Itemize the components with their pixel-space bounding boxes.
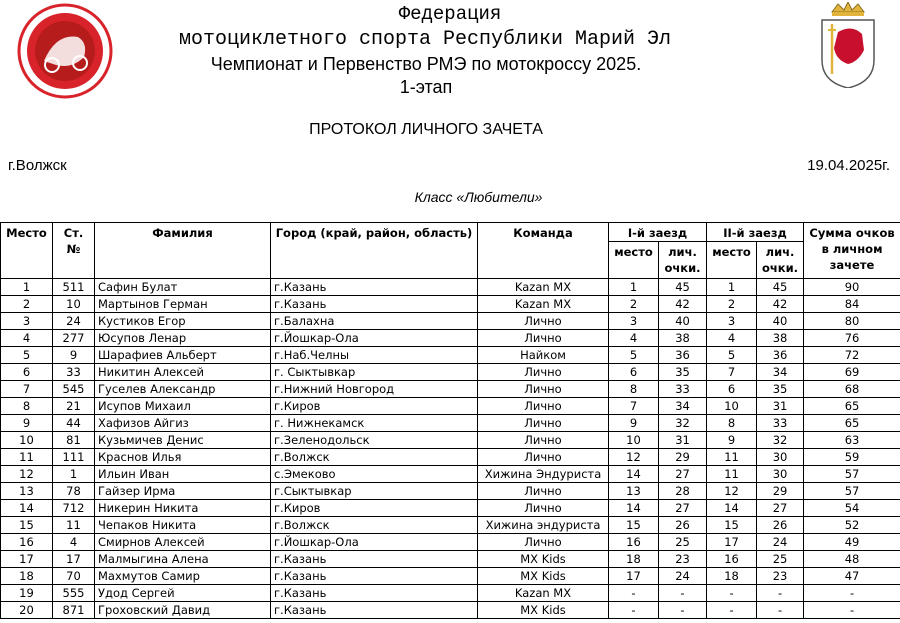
cell-race1-place: 10 [609,432,659,449]
cell-race2-points: 35 [757,381,804,398]
cell-race2-place: 10 [707,398,757,415]
cell-start-number: 17 [53,551,95,568]
table-row [1,347,900,364]
cell-place: 19 [1,585,53,602]
cell-race1-place: 6 [609,364,659,381]
cell-race2-points: 24 [757,534,804,551]
cell-race1-place: - [609,602,659,619]
cell-team: Лично [478,330,609,347]
cell-place: 3 [1,313,53,330]
cell-start-number: 70 [53,568,95,585]
cell-city: г.Казань [271,602,478,619]
cell-race1-place: 18 [609,551,659,568]
cell-race1-place: 15 [609,517,659,534]
cell-total: 65 [804,415,900,432]
cell-race1-points: 35 [659,364,707,381]
table-row [1,602,900,619]
cell-total: 90 [804,279,900,296]
subheader-race1-points: лич. очки. [659,242,707,279]
table-header-row [1,223,900,242]
table-row [1,432,900,449]
cell-place: 20 [1,602,53,619]
cell-race2-place: 4 [707,330,757,347]
cell-surname: Никитин Алексей [95,364,271,381]
cell-surname: Смирнов Алексей [95,534,271,551]
cell-race1-place: 14 [609,500,659,517]
cell-race1-points: 38 [659,330,707,347]
stage-title: 1-этап [399,77,453,97]
cell-surname: Удод Сергей [95,585,271,602]
cell-place: 14 [1,500,53,517]
cell-place: 13 [1,483,53,500]
cell-surname: Махмутов Самир [95,568,271,585]
cell-race1-place: 5 [609,347,659,364]
cell-race2-points: 32 [757,432,804,449]
cell-race1-place: 3 [609,313,659,330]
cell-surname: Краснов Илья [95,449,271,466]
cell-race1-points: 40 [659,313,707,330]
cell-race1-place: 16 [609,534,659,551]
cell-race2-points: 25 [757,551,804,568]
cell-place: 17 [1,551,53,568]
cell-city: г.Нижний Новгород [271,381,478,398]
cell-race1-place: 4 [609,330,659,347]
header-place: Место [1,223,53,279]
cell-start-number: 712 [53,500,95,517]
cell-surname: Сафин Булат [95,279,271,296]
championship-title: Чемпионат и Первенство РМЭ по мотокроссу 2025. [210,54,642,74]
table-row [1,534,900,551]
cell-surname: Юсупов Ленар [95,330,271,347]
cell-race1-points: 25 [659,534,707,551]
cell-surname: Малмыгина Алена [95,551,271,568]
cell-race1-place: 8 [609,381,659,398]
cell-race1-points: 28 [659,483,707,500]
cell-race1-points: 27 [659,466,707,483]
cell-place: 5 [1,347,53,364]
table-row [1,364,900,381]
cell-start-number: 871 [53,602,95,619]
cell-city: г.Волжск [271,449,478,466]
cell-race2-points: 45 [757,279,804,296]
table-row [1,568,900,585]
table-row [1,500,900,517]
cell-place: 2 [1,296,53,313]
cell-race1-points: - [659,585,707,602]
cell-team: Лично [478,364,609,381]
cell-start-number: 511 [53,279,95,296]
cell-place: 1 [1,279,53,296]
cell-total: 57 [804,483,900,500]
table-row [1,585,900,602]
cell-total: 47 [804,568,900,585]
table-row [1,517,900,534]
cell-race2-points: 33 [757,415,804,432]
cell-race2-place: 1 [707,279,757,296]
cell-race1-points: 45 [659,279,707,296]
cell-city: г.Йошкар-Ола [271,534,478,551]
cell-team: MX Kids [478,602,609,619]
cell-team: Лично [478,313,609,330]
cell-start-number: 78 [53,483,95,500]
cell-race2-place: 8 [707,415,757,432]
cell-total: 59 [804,449,900,466]
table-row [1,330,900,347]
subheader-race2-place: место [707,242,757,279]
cell-place: 18 [1,568,53,585]
cell-city: г.Киров [271,398,478,415]
cell-race1-points: 23 [659,551,707,568]
cell-race2-place: 15 [707,517,757,534]
event-date: 19.04.2025г. [807,157,890,174]
cell-start-number: 9 [53,347,95,364]
cell-total: 72 [804,347,900,364]
cell-place: 9 [1,415,53,432]
cell-start-number: 11 [53,517,95,534]
cell-race2-points: 27 [757,500,804,517]
header-total: Сумма очков в личном зачете [804,223,900,279]
table-row [1,381,900,398]
cell-race1-points: 29 [659,449,707,466]
table-row [1,466,900,483]
protocol-title: ПРОТОКОЛ ЛИЧНОГО ЗАЧЕТА [309,121,543,138]
cell-race2-points: 34 [757,364,804,381]
cell-city: г.Сыктывкар [271,483,478,500]
cell-start-number: 21 [53,398,95,415]
cell-city: г. Сыктывкар [271,364,478,381]
cell-total: 84 [804,296,900,313]
class-title: Класс «Любители» [414,189,543,205]
cell-total: 63 [804,432,900,449]
cell-race2-points: 30 [757,466,804,483]
event-city: г.Волжск [8,157,67,174]
cell-surname: Ильин Иван [95,466,271,483]
cell-total: 69 [804,364,900,381]
cell-city: г. Нижнекамск [271,415,478,432]
cell-start-number: 24 [53,313,95,330]
cell-team: Kazan MX [478,279,609,296]
cell-city: г.Казань [271,568,478,585]
cell-place: 16 [1,534,53,551]
cell-start-number: 1 [53,466,95,483]
table-row [1,313,900,330]
cell-city: г.Зеленодольск [271,432,478,449]
cell-start-number: 44 [53,415,95,432]
cell-city: г.Казань [271,585,478,602]
cell-race2-place: 5 [707,347,757,364]
cell-team: Лично [478,381,609,398]
cell-race1-points: 33 [659,381,707,398]
cell-total: - [804,602,900,619]
table-row [1,279,900,296]
cell-place: 11 [1,449,53,466]
cell-team: Хижина Эндуриста [478,466,609,483]
cell-start-number: 4 [53,534,95,551]
cell-race2-place: 12 [707,483,757,500]
cell-surname: Хафизов Айгиз [95,415,271,432]
cell-team: Лично [478,483,609,500]
cell-race2-place: 11 [707,449,757,466]
header-city: Город (край, район, область) [271,223,478,279]
cell-city: с.Эмеково [271,466,478,483]
cell-team: Лично [478,449,609,466]
cell-total: 68 [804,381,900,398]
cell-surname: Кустиков Егор [95,313,271,330]
cell-race2-points: - [757,602,804,619]
cell-race2-points: 30 [757,449,804,466]
cell-race1-points: 26 [659,517,707,534]
cell-race2-place: - [707,585,757,602]
cell-race1-place: 12 [609,449,659,466]
table-row [1,551,900,568]
cell-place: 7 [1,381,53,398]
cell-start-number: 111 [53,449,95,466]
header-team: Команда [478,223,609,279]
cell-start-number: 555 [53,585,95,602]
cell-city: г.Волжск [271,517,478,534]
cell-race2-place: 2 [707,296,757,313]
cell-surname: Кузьмичев Денис [95,432,271,449]
cell-race2-points: 42 [757,296,804,313]
header-race-1: I-й заезд [609,223,707,242]
cell-race2-points: 40 [757,313,804,330]
cell-surname: Шарафиев Альберт [95,347,271,364]
cell-race1-place: 1 [609,279,659,296]
cell-start-number: 10 [53,296,95,313]
cell-surname: Чепаков Никита [95,517,271,534]
cell-race2-place: 17 [707,534,757,551]
cell-place: 6 [1,364,53,381]
cell-surname: Гроховский Давид [95,602,271,619]
cell-place: 4 [1,330,53,347]
cell-start-number: 277 [53,330,95,347]
cell-race2-points: 23 [757,568,804,585]
cell-team: Найком [478,347,609,364]
cell-team: MX Kids [478,568,609,585]
cell-race1-place: 9 [609,415,659,432]
cell-total: - [804,585,900,602]
cell-race2-place: 7 [707,364,757,381]
cell-race2-points: 36 [757,347,804,364]
cell-city: г.Казань [271,296,478,313]
cell-race1-place: 2 [609,296,659,313]
cell-race2-place: 9 [707,432,757,449]
header-race-2: II-й заезд [707,223,804,242]
cell-race1-points: 34 [659,398,707,415]
results-table [0,222,900,619]
table-row [1,415,900,432]
cell-team: Лично [478,398,609,415]
cell-start-number: 545 [53,381,95,398]
cell-start-number: 81 [53,432,95,449]
cell-race1-place: 13 [609,483,659,500]
table-row [1,483,900,500]
cell-team: Лично [478,500,609,517]
header-surname: Фамилия [95,223,271,279]
cell-race1-place: 14 [609,466,659,483]
cell-team: Kazan MX [478,296,609,313]
cell-total: 49 [804,534,900,551]
cell-place: 8 [1,398,53,415]
table-row [1,398,900,415]
cell-total: 57 [804,466,900,483]
subheader-race1-place: место [609,242,659,279]
cell-team: Лично [478,432,609,449]
cell-race1-points: - [659,602,707,619]
cell-surname: Гайзер Ирма [95,483,271,500]
cell-race1-points: 24 [659,568,707,585]
cell-team: Лично [478,415,609,432]
cell-race2-points: 38 [757,330,804,347]
federation-title: Федерация [398,3,502,25]
cell-race2-place: 3 [707,313,757,330]
cell-race1-place: 17 [609,568,659,585]
cell-city: г.Казань [271,279,478,296]
cell-total: 48 [804,551,900,568]
subheader-race2-points: лич. очки. [757,242,804,279]
cell-surname: Никерин Никита [95,500,271,517]
cell-total: 52 [804,517,900,534]
cell-race2-place: 18 [707,568,757,585]
cell-place: 12 [1,466,53,483]
cell-race2-place: 11 [707,466,757,483]
cell-city: г.Казань [271,551,478,568]
cell-total: 65 [804,398,900,415]
cell-race1-points: 27 [659,500,707,517]
cell-race1-points: 32 [659,415,707,432]
cell-race2-points: 29 [757,483,804,500]
cell-city: г.Балахна [271,313,478,330]
cell-total: 76 [804,330,900,347]
cell-surname: Исупов Михаил [95,398,271,415]
cell-team: Хижина эндуриста [478,517,609,534]
federation-subtitle: мотоциклетного спорта Республики Марий Эл [178,28,672,51]
cell-race2-points: - [757,585,804,602]
header-start-number: Ст. № [53,223,95,279]
cell-total: 80 [804,313,900,330]
cell-race2-place: 14 [707,500,757,517]
cell-race1-points: 36 [659,347,707,364]
cell-race2-place: 16 [707,551,757,568]
cell-surname: Гуселев Александр [95,381,271,398]
cell-place: 10 [1,432,53,449]
table-row [1,296,900,313]
cell-team: Kazan MX [478,585,609,602]
cell-team: Лично [478,534,609,551]
cell-race1-place: 7 [609,398,659,415]
cell-race2-place: 6 [707,381,757,398]
cell-place: 15 [1,517,53,534]
cell-race2-points: 26 [757,517,804,534]
cell-city: г.Наб.Челны [271,347,478,364]
cell-race1-points: 31 [659,432,707,449]
cell-surname: Мартынов Герман [95,296,271,313]
cell-total: 54 [804,500,900,517]
cell-city: г.Киров [271,500,478,517]
table-row [1,449,900,466]
cell-team: MX Kids [478,551,609,568]
cell-race2-place: - [707,602,757,619]
cell-city: г.Йошкар-Ола [271,330,478,347]
cell-race1-points: 42 [659,296,707,313]
cell-race1-place: - [609,585,659,602]
cell-race2-points: 31 [757,398,804,415]
cell-start-number: 33 [53,364,95,381]
